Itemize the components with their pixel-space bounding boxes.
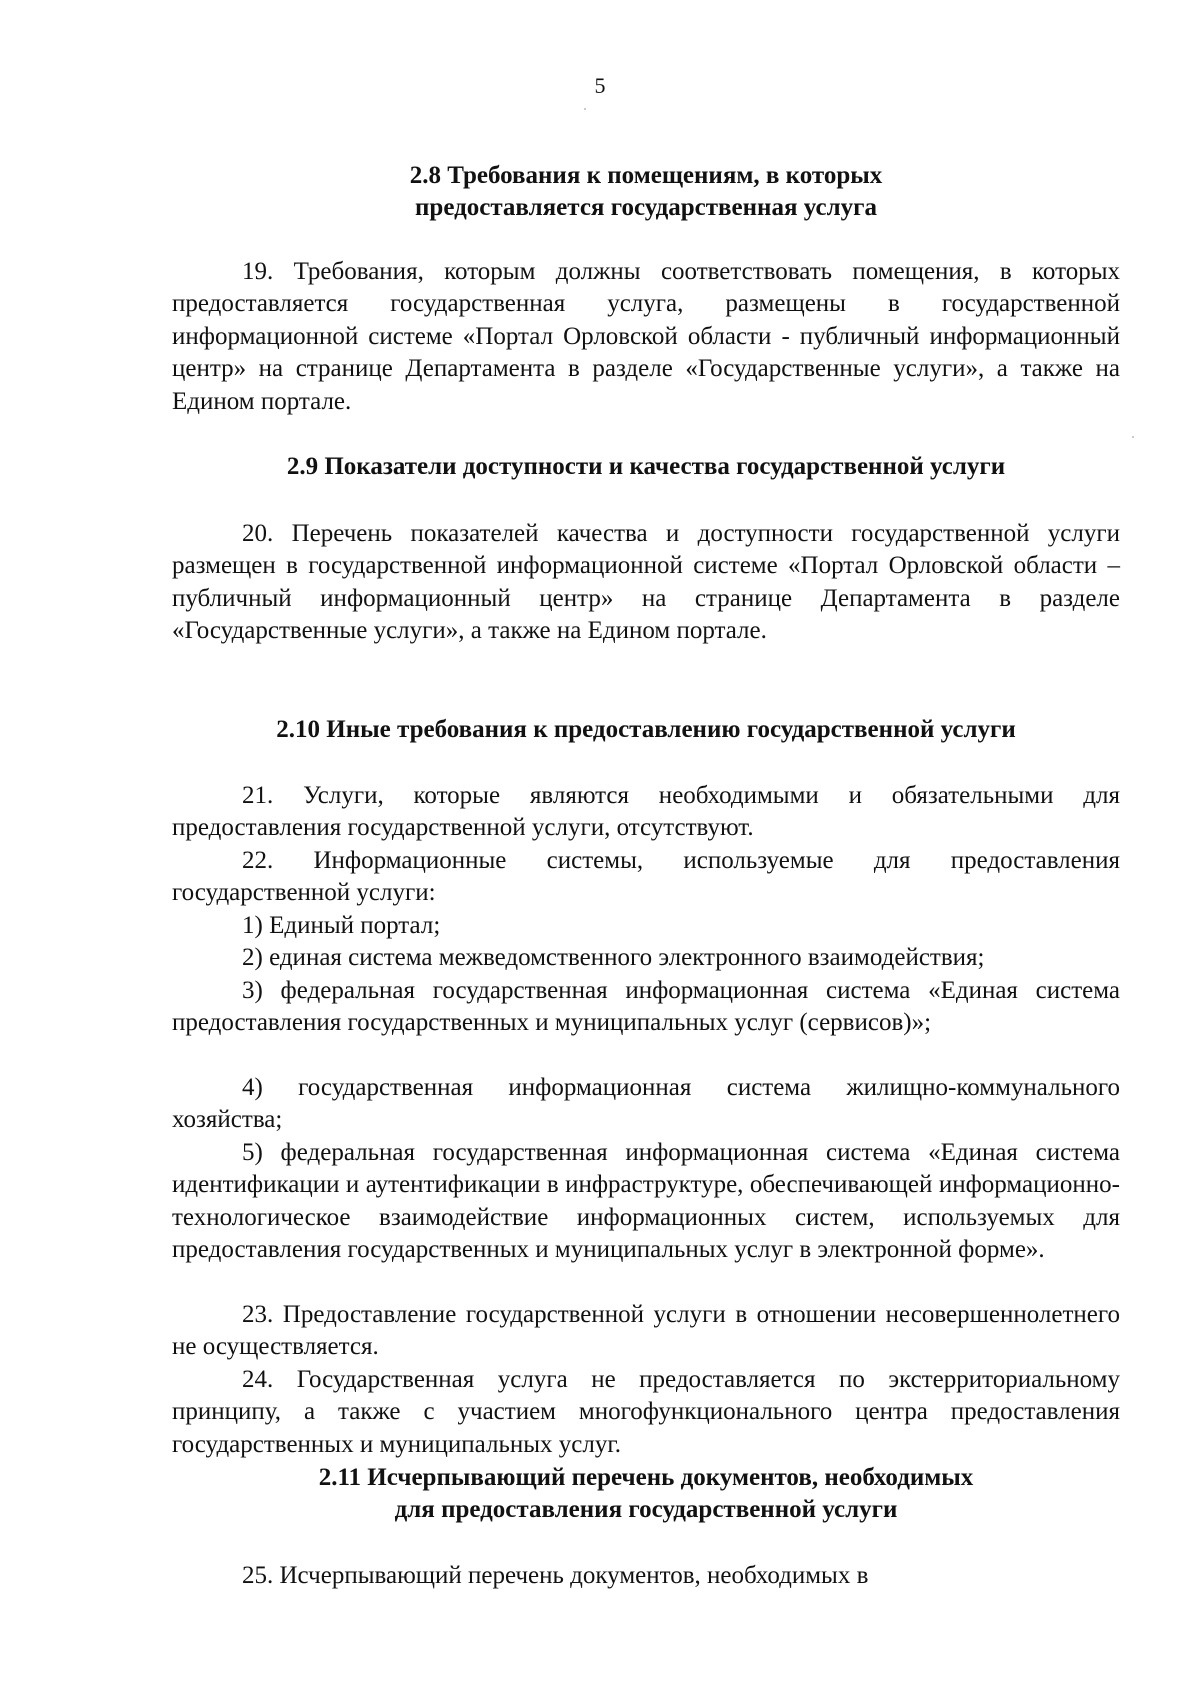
- section-2-11-heading-line2: для предоставления государственной услуги: [394, 1496, 898, 1523]
- section-2-8-heading-line1: 2.8 Требования к помещениям, в которых: [409, 162, 883, 189]
- scan-speck: [1132, 436, 1134, 438]
- section-2-9-heading: 2.9 Показатели доступности и качества государственной услуги: [286, 453, 1006, 480]
- section-2-10-heading: 2.10 Иные требования к предоставлению государственной услуги: [276, 716, 1016, 743]
- list-item-3: 3) федеральная государственная информационная система «Единая система предоставления государственных и муниципальных услуг (сервисов)»;: [172, 977, 1120, 1037]
- list-item-5: 5) федеральная государственная информационная система «Единая система идентификации и аутентификации в инфраструктуре, обеспечивающей информационно-технологическое взаимодействие информационных систем, используемых для предоставления государственных и муниципальных услуг в электронной форме».: [172, 1139, 1120, 1264]
- paragraph-22: 22. Информационные системы, используемые для предоставления государственной услуги:: [172, 847, 1120, 907]
- paragraph-23: 23. Предоставление государственной услуги в отношении несовершеннолетнего не осуществляется.: [172, 1301, 1120, 1361]
- paragraph-19: 19. Требования, которым должны соответствовать помещения, в которых предоставляется государственная услуга, размещены в государственной информационной системе «Портал Орловской области - публичный информационный центр» на странице Департамента в разделе «Государственные услуги», а также на Едином портале.: [172, 258, 1120, 415]
- paragraph-20: 20. Перечень показателей качества и доступности государственной услуги размещен в государственной информационной системе «Портал Орловской области – публичный информационный центр» на странице Департамента в разделе «Государственные услуги», а также на Едином портале.: [172, 520, 1120, 645]
- page-number: 5: [594, 73, 606, 98]
- list-item-2: 2) единая система межведомственного электронного взаимодействия;: [242, 944, 985, 971]
- paragraph-25-start: 25. Исчерпывающий перечень документов, необходимых в: [242, 1562, 869, 1589]
- scan-speck: [584, 108, 586, 110]
- section-2-11-heading: [172, 1462, 1120, 1526]
- section-2-11-heading-line1: 2.11 Исчерпывающий перечень документов, необходимых: [318, 1464, 974, 1491]
- paragraph-21: 21. Услуги, которые являются необходимыми и обязательными для предоставления государственной услуги, отсутствуют.: [172, 782, 1120, 842]
- list-item-4: 4) государственная информационная система жилищно-коммунального хозяйства;: [172, 1074, 1120, 1134]
- list-item-1: 1) Единый портал;: [242, 912, 441, 939]
- section-2-8-heading: [172, 160, 1120, 224]
- section-2-8-heading-line2: предоставляется государственная услуга: [415, 194, 877, 221]
- paragraph-24: 24. Государственная услуга не предоставляется по экстерриториальному принципу, а также с участием многофункционального центра предоставления государственных и муниципальных услуг.: [172, 1366, 1120, 1458]
